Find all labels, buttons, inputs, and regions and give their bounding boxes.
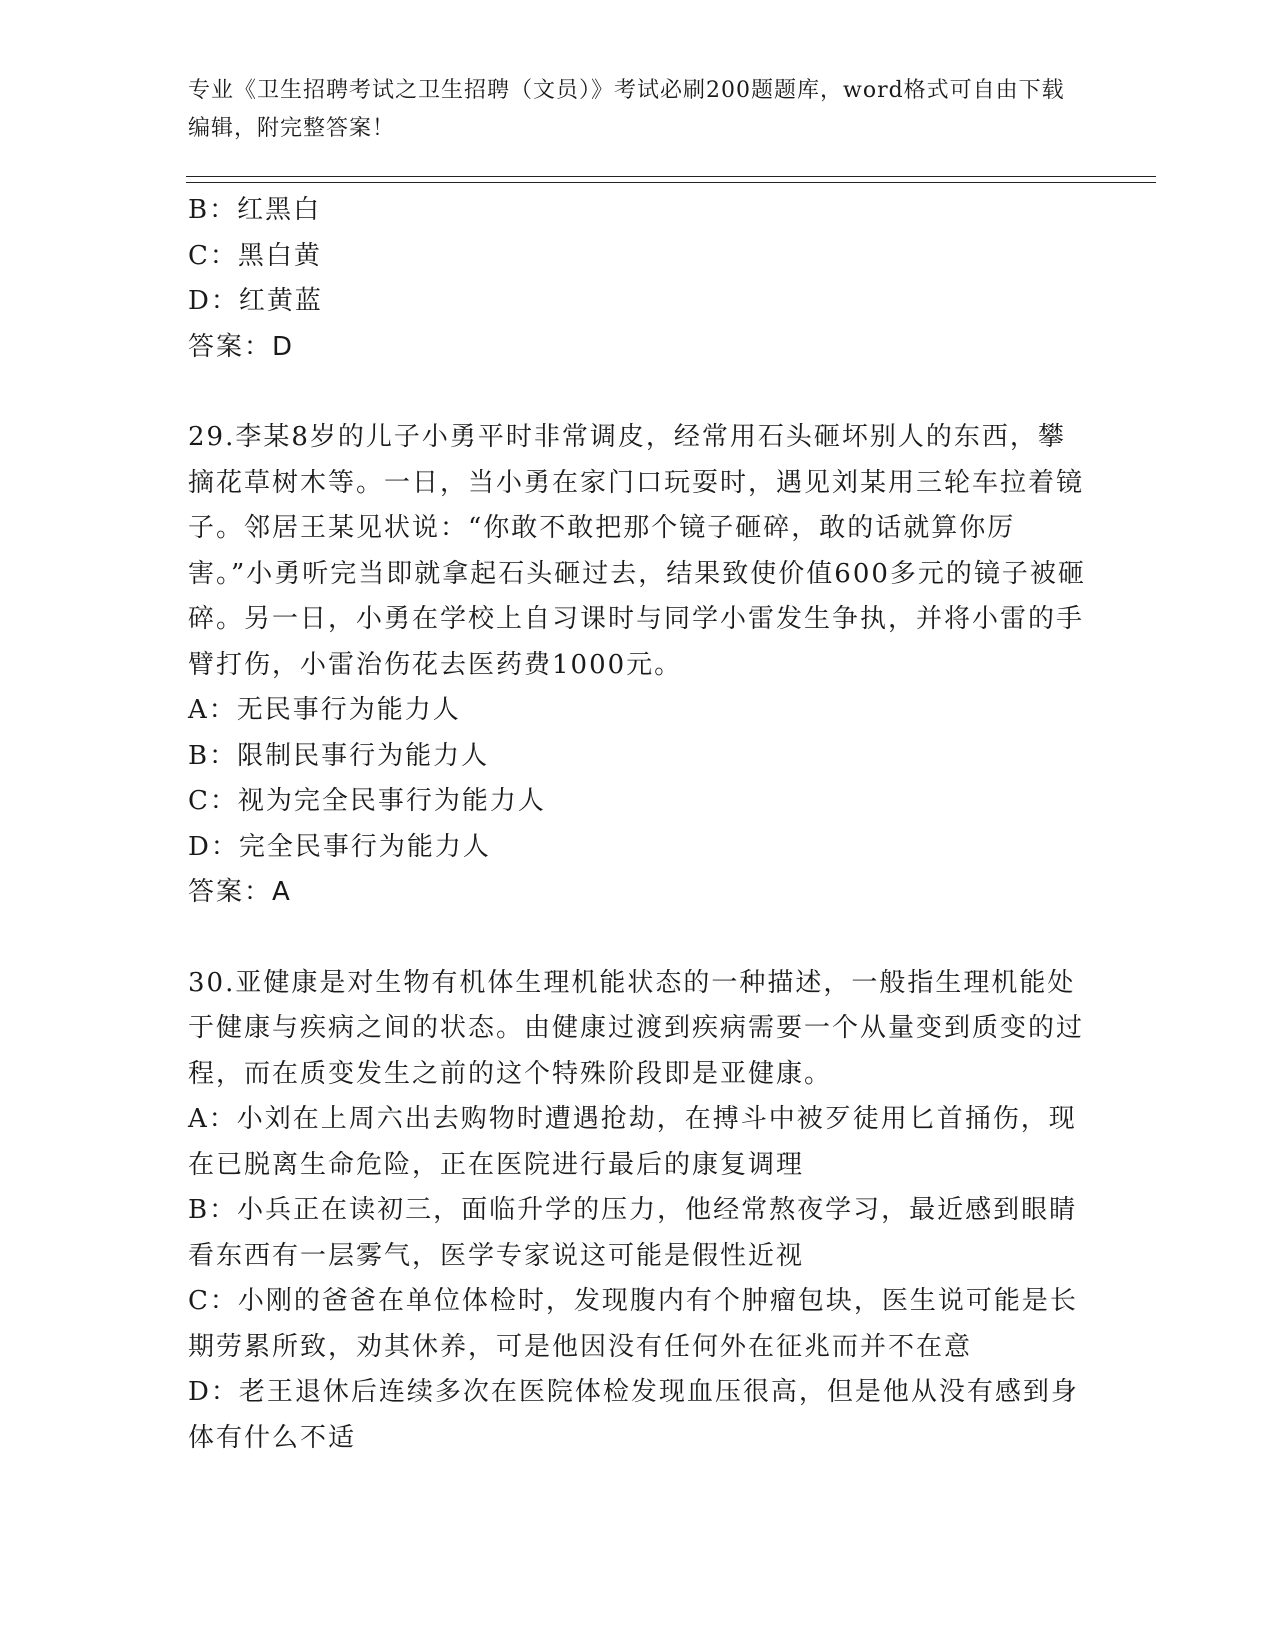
answer: 答案：D — [188, 331, 295, 362]
option-d: D：完全民事行为能力人 — [188, 831, 491, 862]
option-c: C：小刚的爸爸在单位体检时，发现腹内有个肿瘤包块，医生说可能是长期劳累所致，劝其休养，可是他因没有任何外在征兆而并不在意 — [188, 1286, 1078, 1362]
document-header: 专业《卫生招聘考试之卫生招聘（文员）》考试必刷200题题库，word格式可自由下载编辑，附完整答案！ — [188, 78, 1065, 141]
option-c: C：黑白黄 — [188, 240, 322, 271]
document-body — [188, 188, 1088, 1461]
question-29 — [188, 415, 1088, 916]
spacer — [188, 370, 1088, 415]
header-rule-top — [186, 176, 1156, 177]
option-b: B：限制民事行为能力人 — [188, 740, 490, 771]
option-d: D：红黄蓝 — [188, 286, 323, 316]
option-d: D：老王退休后连续多次在医院体检发现血压很高，但是他从没有感到身体有什么不适 — [188, 1377, 1079, 1453]
question-30 — [188, 961, 1088, 1462]
option-a: A：小刘在上周六出去购物时遭遇抢劫，在搏斗中被歹徒用匕首捅伤，现在已脱离生命危险，正在医院进行最后的康复调理 — [188, 1104, 1077, 1180]
option-b: B：小兵正在读初三，面临升学的压力，他经常熬夜学习，最近感到眼睛看东西有一层雾气，医学专家说这可能是假性近视 — [188, 1195, 1078, 1271]
question-stem: 30.亚健康是对生物有机体生理机能状态的一种描述，一般指生理机能处于健康与疾病之间的状态。由健康过渡到疾病需要一个从量变到质变的过程，而在质变发生之前的这个特殊阶段即是亚健康。 — [188, 967, 1085, 1089]
question-28-tail — [188, 188, 1088, 370]
question-stem: 29.李某8岁的儿子小勇平时非常调皮，经常用石头砸坏别人的东西，攀摘花草树木等。一日，当小勇在家门口玩耍时，遇见刘某用三轮车拉着镜子。邻居王某见状说：“你敢不敢把那个镜子砸碎，敢的话就算你厉害。”小勇听完当即就拿起石头砸过去，结果致使价值600多元的镜子被砸碎。另一日，小勇在学校上自习课时与同学小雷发生争执，并将小雷的手臂打伤，小雷治伤花去医药费1000元。 — [188, 422, 1086, 680]
option-a: A：无民事行为能力人 — [188, 695, 461, 725]
option-b: B：红黑白 — [188, 195, 322, 225]
option-c: C：视为完全民事行为能力人 — [188, 786, 546, 816]
answer: 答案：A — [188, 877, 292, 907]
header-rule-bottom — [186, 182, 1156, 183]
spacer — [188, 916, 1088, 961]
